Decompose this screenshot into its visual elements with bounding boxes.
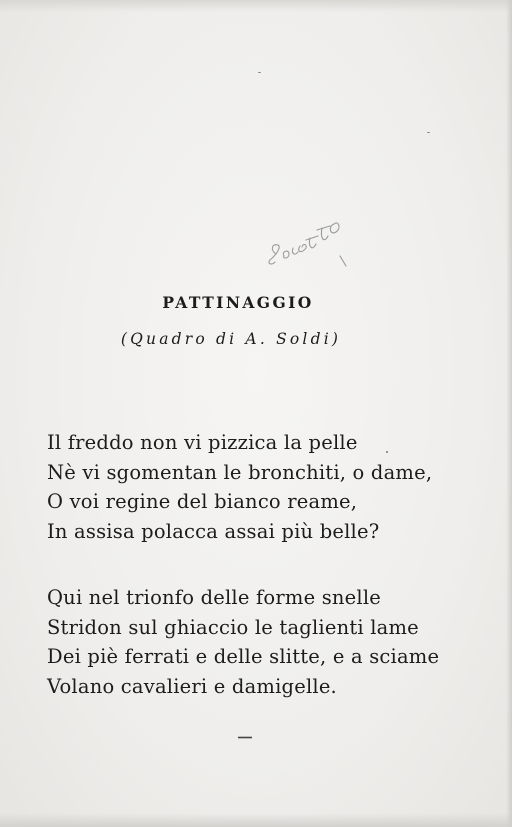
stanza-2 [47, 583, 439, 701]
verse-line: Stridon sul ghiaccio le taglienti lame [47, 615, 419, 639]
paper-speck [258, 72, 261, 73]
page-top-shadow [0, 0, 512, 12]
stanza-1 [47, 428, 432, 546]
page-right-shadow [506, 0, 512, 827]
poem-subtitle: (Quadro di A. Soldi) [120, 330, 342, 348]
handwritten-pencil-note [262, 196, 387, 278]
verse-line: Qui nel trionfo delle forme snelle [47, 586, 382, 609]
verse-line: Il freddo non vi pizzica la pelle [47, 431, 358, 454]
verse-line: O voi regine del bianco reame, [47, 490, 358, 513]
verse-line: In assisa polacca assai più belle? [47, 519, 380, 543]
end-ornament [238, 736, 252, 739]
paper-speck [427, 132, 430, 133]
verse-line: Nè vi sgomentan le bronchiti, o dame, [47, 460, 433, 484]
poem-title: PATTINAGGIO [162, 293, 314, 312]
paper-speck [386, 451, 388, 453]
verse-line: Dei piè ferrati e delle slitte, e a sciame [47, 645, 440, 668]
page-bottom-shadow [0, 813, 512, 827]
verse-line: Volano cavalieri e damigelle. [47, 674, 337, 698]
